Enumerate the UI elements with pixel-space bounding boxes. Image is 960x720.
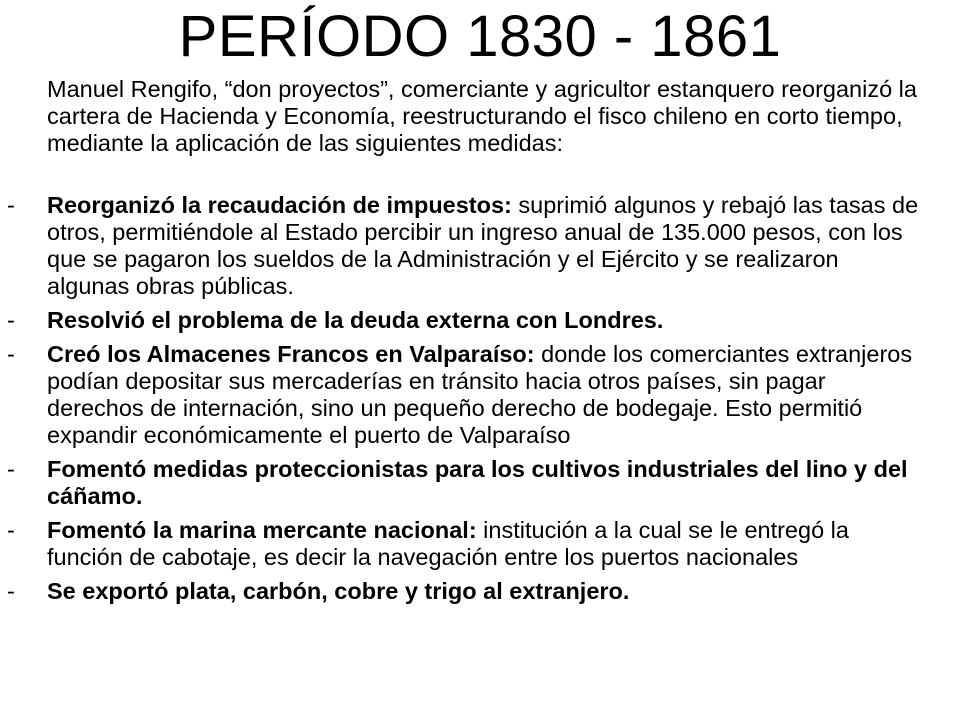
bullet-dash: -	[7, 578, 15, 604]
list-item-heading: Se exportó plata, carbón, cobre y trigo al extranjero.	[47, 578, 630, 604]
list-item	[0, 578, 927, 605]
list-item-heading: Reorganizó la recaudación de impuestos:	[47, 192, 512, 218]
bullet-dash: -	[7, 341, 15, 367]
measures-list	[0, 192, 960, 612]
bullet-dash: -	[7, 456, 15, 482]
list-item-heading: Creó los Almacenes Francos en Valparaíso:	[47, 341, 535, 367]
intro-paragraph: Manuel Rengifo, “don proyectos”, comerciante y agricultor estanquero reorganizó la cartera de Hacienda y Economía, reestructurando el fisco chileno en corto tiempo, mediante la aplicación de las siguientes medidas:	[47, 76, 917, 156]
list-item-body: institución a la cual se le entregó la función de cabotaje, es decir la navegación entre los puertos nacionales	[47, 517, 849, 570]
list-item-heading: Resolvió el problema de la deuda externa con Londres.	[47, 307, 664, 333]
bullet-dash: -	[7, 192, 15, 218]
list-item	[0, 517, 927, 571]
list-item-body: donde los comerciantes extranjeros podían depositar sus mercaderías en tránsito hacia otros países, sin pagar derechos de internación, sino un pequeño derecho de bodegaje. Esto permitió expandir económicamente el puerto de Valparaíso	[47, 341, 913, 448]
list-item	[0, 192, 927, 300]
bullet-dash: -	[7, 517, 15, 543]
bullet-dash: -	[7, 307, 15, 333]
list-item-heading: Fomentó la marina mercante nacional:	[47, 517, 477, 543]
list-item	[0, 341, 927, 449]
slide-title: PERÍODO 1830 - 1861	[178, 4, 782, 69]
list-item	[0, 456, 927, 510]
list-item	[0, 307, 927, 334]
list-item-heading: Fomentó medidas proteccionistas para los cultivos industriales del lino y del cáñamo.	[47, 456, 908, 509]
list-item-body: suprimió algunos y rebajó las tasas de otros, permitiéndole al Estado percibir un ingreso anual de 135.000 pesos, con los que se pagaron los sueldos de la Administración y el Ejército y se realizaron algunas obras públicas.	[47, 192, 919, 299]
